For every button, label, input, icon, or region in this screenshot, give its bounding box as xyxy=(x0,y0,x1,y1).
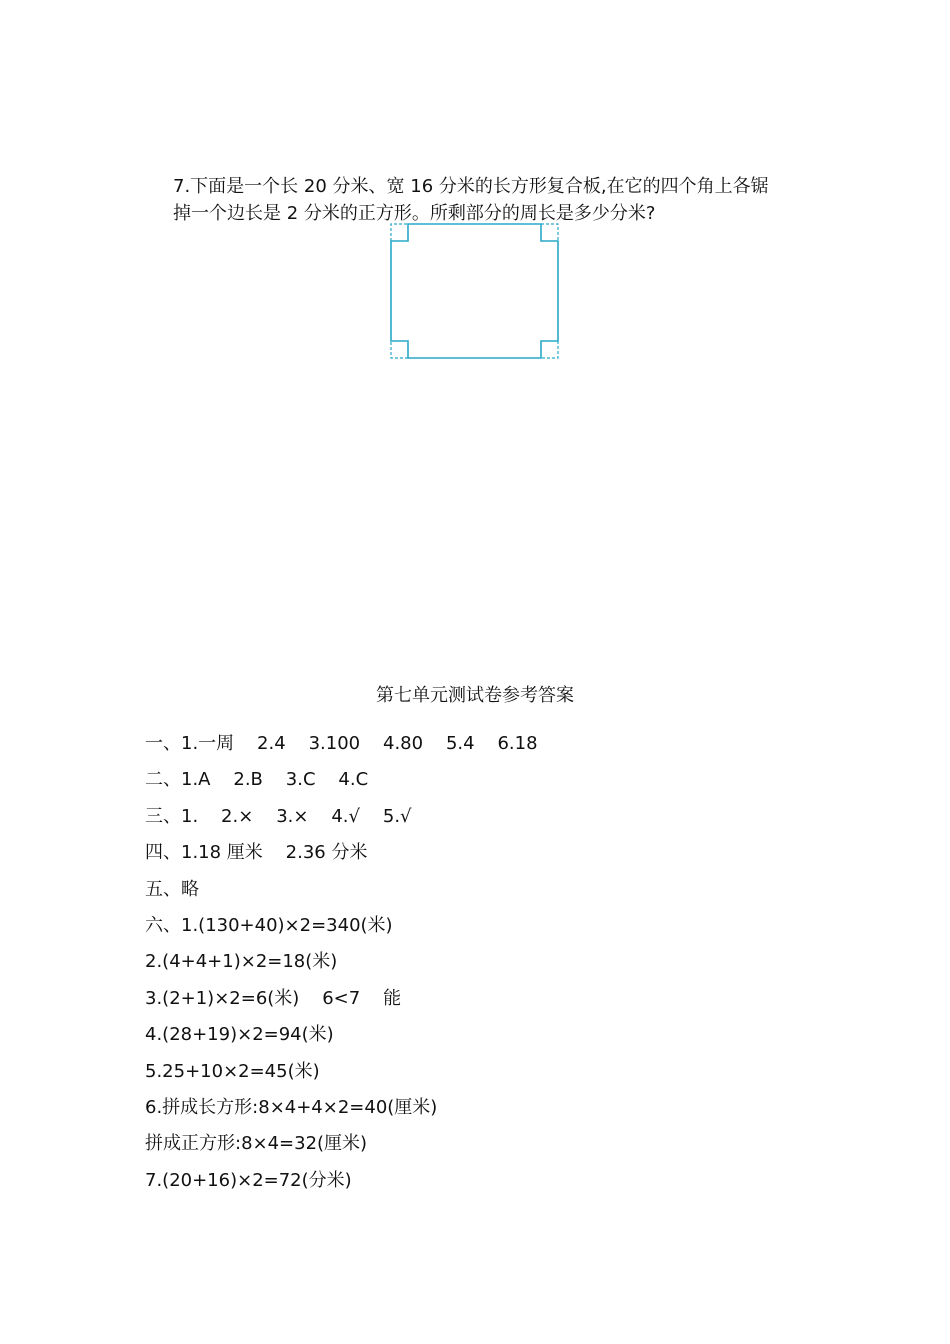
cut-corner-top-left xyxy=(391,224,408,241)
question-7-line-1: 7.下面是一个长 20 分米、宽 16 分米的长方形复合板,在它的四个角上各锯 xyxy=(173,176,769,197)
board-outline xyxy=(391,224,558,358)
answer-key-title: 第七单元测试卷参考答案 xyxy=(376,685,574,706)
answer-line: 3.(2+1)×2=6(米) 6<7 能 xyxy=(145,987,402,1009)
answer-line: 5.25+10×2=45(米) xyxy=(145,1060,320,1082)
answer-line: 六、1.(130+40)×2=340(米) xyxy=(145,914,393,936)
cut-corner-top-right xyxy=(541,224,558,241)
cut-corner-bottom-left xyxy=(391,341,408,358)
answer-line: 7.(20+16)×2=72(分米) xyxy=(145,1169,352,1191)
answer-line: 五、略 xyxy=(145,878,199,900)
answer-line: 四、1.18 厘米 2.36 分米 xyxy=(145,842,368,864)
answer-line: 一、1.一周 2.4 3.100 4.80 5.4 6.18 xyxy=(145,733,538,754)
question-7-line-2: 掉一个边长是 2 分米的正方形。所剩部分的周长是多少分米? xyxy=(173,203,656,224)
cut-corner-bottom-right xyxy=(541,341,558,358)
answer-line: 4.(28+19)×2=94(米) xyxy=(145,1024,334,1046)
rectangle-board-figure xyxy=(384,218,566,364)
answer-key xyxy=(145,731,845,1204)
answer-line: 拼成正方形:8×4=32(厘米) xyxy=(145,1133,368,1155)
answer-line: 三、1. 2.× 3.× 4.√ 5.√ xyxy=(145,805,412,827)
answer-line: 二、1.A 2.B 3.C 4.C xyxy=(145,769,369,791)
answer-line: 2.(4+4+1)×2=18(米) xyxy=(145,951,338,973)
answer-line: 6.拼成长方形:8×4+4×2=40(厘米) xyxy=(145,1096,438,1118)
